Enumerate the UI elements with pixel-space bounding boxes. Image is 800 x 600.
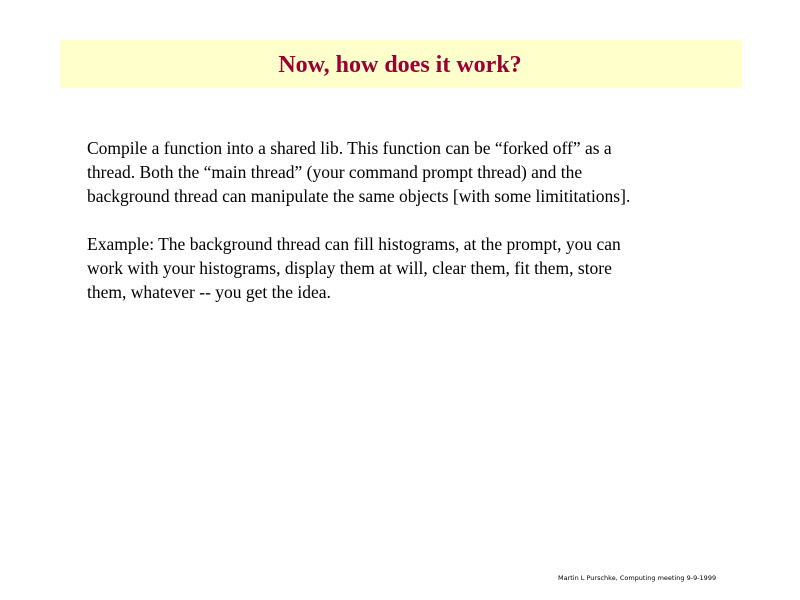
paragraph-example: [87, 232, 767, 304]
slide-title: Now, how does it work?: [278, 52, 522, 78]
text-line: Example: The background thread can fill histograms, at the prompt, you can: [87, 234, 621, 254]
text-line: them, whatever -- you get the idea.: [87, 282, 331, 302]
text-line: background thread can manipulate the same objects [with some limititations].: [87, 186, 631, 206]
text-line: work with your histograms, display them at will, clear them, fit them, store: [87, 258, 612, 278]
text-line: Compile a function into a shared lib. This function can be “forked off” as a: [87, 138, 612, 158]
slide-footer: Martin L Purschke, Computing meeting 9-9-1999: [558, 574, 717, 582]
text-line: thread. Both the “main thread” (your command prompt thread) and the: [87, 162, 583, 182]
paragraph-shared-lib: [87, 136, 767, 208]
slide-body: [87, 136, 767, 328]
